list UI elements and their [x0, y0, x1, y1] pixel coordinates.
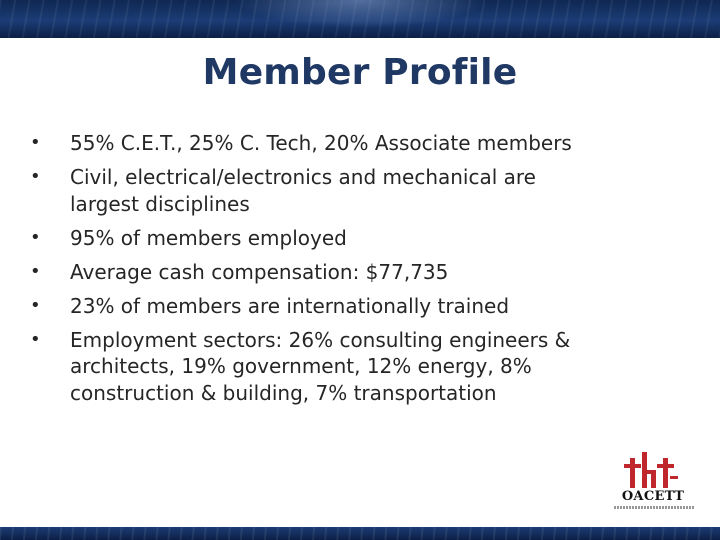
bullet-item-disciplines: • Civil, electrical/electronics and mechanical are largest disciplines [30, 164, 610, 217]
oacett-logo [612, 448, 694, 516]
bullet-item-compensation: • Average cash compensation: $77,735 [30, 259, 610, 286]
bullet-item-sectors: • Employment sectors: 26% consulting engineers & architects, 19% government, 12% energy, 8% construction & building, 7% transportation [30, 327, 610, 407]
logo-wordmark: OACETT [621, 489, 685, 504]
bullet-item-employed: • 95% of members employed [30, 225, 610, 252]
footer-banner [0, 527, 720, 540]
header-banner [0, 0, 720, 38]
bullet-item-membership: • 55% C.E.T., 25% C. Tech, 20% Associate members [30, 130, 610, 157]
slide-title: Member Profile [202, 52, 518, 93]
bullet-item-international: • 23% of members are internationally trained [30, 293, 610, 320]
bullet-list [30, 130, 610, 414]
logo-tagline [614, 506, 694, 509]
oacett-mark-icon [612, 448, 694, 490]
